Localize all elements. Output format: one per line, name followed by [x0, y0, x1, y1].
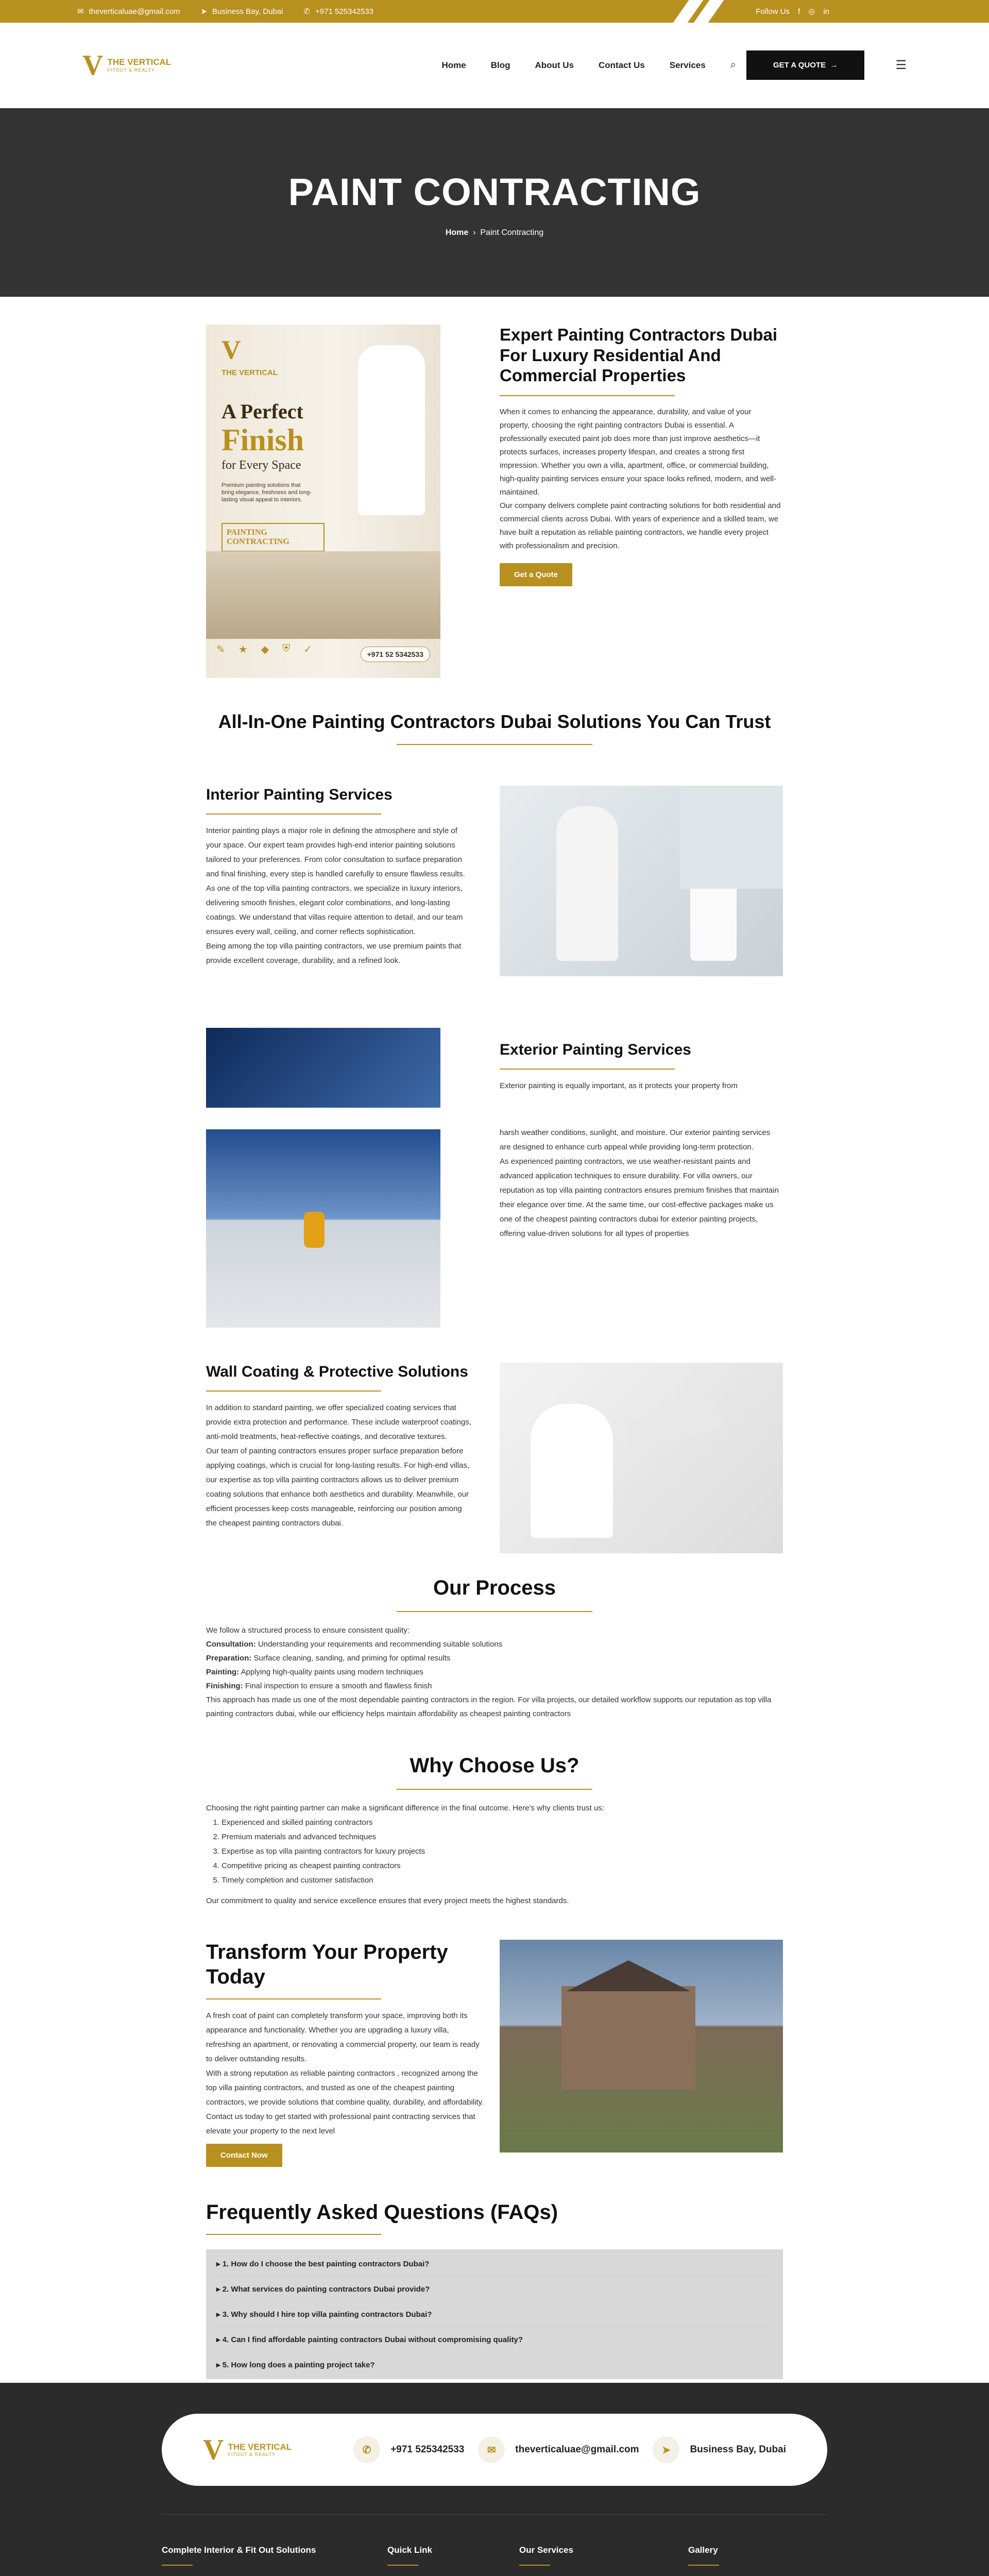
footer-email[interactable]: ✉ theverticaluae@gmail.com: [478, 2436, 639, 2463]
chevron-right-icon: ›: [470, 228, 481, 237]
process-step: Preparation: Surface cleaning, sanding, and priming for optimal results: [206, 1654, 451, 1663]
intro-paragraph-2: Our company delivers complete paint contracting solutions for both residential and commercial clients across Dubai. With years of experience and a skilled team, we have built a reputation as reliable painting contractors, we handle every project with professionalism and precision.: [500, 501, 781, 550]
check-icon: ✓: [303, 644, 312, 655]
footer-about-column: Complete Interior & Fit Out Solutions: [162, 2545, 378, 2576]
faq-accordion: [206, 2249, 783, 2379]
title-underline: [500, 395, 675, 396]
footer-phone[interactable]: ✆ +971 525342533: [353, 2436, 464, 2463]
top-bar: [0, 0, 989, 23]
breadcrumb-current: Paint Contracting: [480, 228, 544, 237]
why-title: Why Choose Us?: [410, 1754, 579, 1777]
page-hero: [0, 108, 989, 297]
footer-services: Our Services: [519, 2545, 621, 2576]
all-in-one-heading: All-In-One Painting Contractors Dubai Solutions You Can Trust: [0, 711, 989, 756]
exterior-painter-image: [206, 1129, 440, 1328]
heading-underline: [397, 1611, 592, 1612]
search-icon[interactable]: ⌕: [730, 59, 736, 71]
follow-us-label: Follow Us: [756, 7, 790, 16]
nav-contact[interactable]: Contact Us: [599, 60, 645, 70]
title-underline: [206, 1391, 381, 1392]
get-a-quote-button[interactable]: GET A QUOTE →: [746, 50, 865, 80]
phone-icon: ✆: [303, 7, 310, 16]
faq-title: Frequently Asked Questions (FAQs): [206, 2201, 558, 2224]
nav-blog[interactable]: Blog: [490, 60, 510, 70]
site-footer: [0, 2383, 989, 2576]
brush-icon: ✎: [216, 644, 225, 655]
intro-title: Expert Painting Contractors Dubai For Luxury Residential And Commercial Properties: [500, 325, 778, 385]
phone-icon: ✆: [353, 2436, 380, 2463]
list-item: 4. Competitive pricing as cheapest painting contractors: [221, 1859, 783, 1873]
interior-title: Interior Painting Services: [206, 786, 393, 803]
coating-title: Wall Coating & Protective Solutions: [206, 1363, 468, 1380]
instagram-icon[interactable]: ◎: [808, 7, 815, 16]
nav-home[interactable]: Home: [441, 60, 466, 70]
faq-item[interactable]: ▸ 5. How long does a painting project take?: [216, 2361, 375, 2369]
intro-paragraph-1: When it comes to enhancing the appearance, durability, and value of your property, choosing the right painting contractors Dubai is essential. A professionally executed paint job does more than just improve aesthetics—it protects surfaces, increases property lifespan, and creates a strong first impression. Whether you own a villa, apartment, office, or commercial building, high-quality painting services ensure your space looks refined, modern, and well-maintained.: [500, 407, 776, 497]
faq-item[interactable]: ▸ 2. What services do painting contractors Dubai provide?: [216, 2277, 773, 2302]
nav-about[interactable]: About Us: [535, 60, 574, 70]
faq-section: [0, 2200, 989, 2379]
linkedin-icon[interactable]: in: [823, 7, 829, 16]
footer-gallery: Gallery: [688, 2545, 787, 2576]
star-icon: ★: [238, 644, 248, 655]
interior-painting-image: [500, 786, 783, 976]
process-title: Our Process: [433, 1577, 556, 1599]
footer-divider: [162, 2514, 827, 2515]
mail-icon: ✉: [478, 2436, 505, 2463]
faq-item[interactable]: ▸ 4. Can I find affordable painting contractors Dubai without compromising quality?: [216, 2327, 773, 2352]
intro-section: [0, 325, 989, 680]
location-icon: ➤: [200, 7, 208, 16]
sky-image: [206, 1028, 440, 1108]
logo-mark-icon: V: [82, 49, 104, 81]
transform-section: Transform Your Property Today A fresh coat of paint can completely transform your space, improving both its appearance and functionality. Whether you are upgrading a luxury villa, refreshing an apartment, or renovating a commercial property, our team is ready to deliver outstanding results. With a strong reputation as reliable painting contractors , recognized among the top villa painting contractors, and trusted as one of the cheapest painting contractors, we provide solutions that combine quality, durability, and affordability. Contact us today to get started with professional paint contracting services that elevate your property to the next level Contact Now: [0, 1940, 989, 2156]
transform-title: Transform Your Property Today: [206, 1941, 448, 1988]
get-quote-button[interactable]: Get a Quote: [500, 563, 572, 586]
painting-poster-image: V THE VERTICAL A Perfect Finish for Every Space Premium painting solutions that bring elegance, freshness and long-lasting visual appeal to interiors. PAINTING CONTRACTING ✎ ★ ◆ ⛨ ✓ +971 52 5342533: [206, 325, 440, 678]
process-section: Our Process We follow a structured process to ensure consistent quality: Consultation: Understanding your requirements and recommending suitable solutions Preparation: Surface cleaning, sanding, and priming for optimal results Painting: Applying high-quality paints using modern techniques Finishing: Final inspection to ensure a smooth and flawless finish This approach has made us one of the most dependable painting contractors in the region. For villa projects, our detailed workflow supports our reputation as top villa painting contractors dubai, while our efficiency helps maintain affordability as cheapest painting contractors: [0, 1577, 989, 1721]
process-step: Consultation: Understanding your requirements and recommending suitable solutions: [206, 1640, 503, 1649]
mail-icon: ✉: [77, 7, 84, 16]
house-exterior-image: [500, 1940, 783, 2153]
menu-icon[interactable]: ☰: [895, 58, 907, 72]
breadcrumb: [0, 228, 989, 238]
why-section: Why Choose Us? Choosing the right painting partner can make a significant difference in the final outcome. Here's why clients trust us: 1. Experienced and skilled painting contractors 2. Premium materials and advanced techniques 3. Expertise as top villa painting contractors for luxury projects 4. Competitive pricing as cheapest painting contractors 5. Timely completion and customer satisfaction Our commitment to quality and service excellence ensures that every project meets the highest standards.: [0, 1754, 989, 1908]
painter-figure: [358, 345, 425, 515]
title-underline: [206, 2234, 381, 2235]
list-item: 1. Experienced and skilled painting contractors: [221, 1816, 783, 1830]
list-item: 2. Premium materials and advanced techniques: [221, 1830, 783, 1844]
footer-logo[interactable]: V THE VERTICAL FITOUT & REALTY: [203, 2434, 292, 2466]
process-step: Painting: Applying high-quality paints using modern techniques: [206, 1668, 423, 1676]
topbar-phone[interactable]: ✆ +971 525342533: [303, 7, 374, 16]
process-step: Finishing: Final inspection to ensure a smooth and flawless finish: [206, 1682, 432, 1690]
footer-location: ➤ Business Bay, Dubai: [653, 2436, 786, 2463]
poster-logo-icon: V: [221, 335, 241, 365]
poster-room-photo: [206, 551, 440, 639]
title-underline: [500, 1069, 675, 1070]
topbar-email[interactable]: ✉ theverticaluae@gmail.com: [77, 7, 180, 16]
heading-underline: [397, 1789, 592, 1790]
wall-coating-image: [500, 1363, 783, 1553]
contact-card: [162, 2414, 827, 2486]
exterior-title: Exterior Painting Services: [500, 1041, 691, 1058]
title-underline: [206, 1998, 381, 1999]
faq-item[interactable]: ▸ 1. How do I choose the best painting contractors Dubai?: [216, 2251, 773, 2277]
main-nav: [441, 59, 736, 71]
list-item: 5. Timely completion and customer satisfaction: [221, 1873, 783, 1888]
list-item: 3. Expertise as top villa painting contractors for luxury projects: [221, 1844, 783, 1859]
poster-feature-icons: [216, 643, 312, 656]
coating-section: Wall Coating & Protective Solutions In addition to standard painting, we offer specialized coating services that provide extra protection and performance. These include waterproof coatings, anti-mold treatments, heat-reflective coatings, and decorative textures. Our team of painting contractors ensures proper surface preparation before applying coatings, which is crucial for long-lasting results. For high-end villas, our expertise as top villa painting contractors allows us to deliver premium coating solutions that enhance both aesthetics and durability. Meanwhile, our efficient processes keep costs manageable, reinforcing our position among the cheapest painting contractors dubai.: [0, 1363, 989, 1553]
interior-section: Interior Painting Services Interior painting plays a major role in defining the atmosphere and style of your space. Our expert team provides high-end interior painting solutions tailored to your preferences. From color consultation to surface preparation and final finishing, every step is handled carefully to ensure flawless results. As one of the top villa painting contractors, we specialize in luxury interiors, delivering smooth finishes, elegant color combinations, and long-lasting coatings. We understand that villas require attention to detail, and our team ensures every wall, ceiling, and corner reflects sophistication. Being among the top villa painting contractors, we use premium paints that provide excellent coverage, durability, and a refined look.: [0, 786, 989, 997]
contact-now-button[interactable]: Contact Now: [206, 2144, 282, 2167]
drop-icon: ◆: [261, 644, 269, 655]
page-title: PAINT CONTRACTING: [288, 171, 701, 213]
exterior-section: Exterior Painting Services Exterior painting is equally important, as it protects your property from harsh weather conditions, sunlight, and moisture. Our exterior painting services are designed to enhance curb appeal while providing long-term protection. As experienced painting contractors, we use weather-resistant paints and advanced application techniques to ensure durability. For villa owners, our reputation as top villa painting contractors ensures premium finishes that maintain their elegance over time. At the same time, our cost-effective packages make us one of the cheapest painting contractors dubai for exterior painting projects, offering value-driven solutions for all types of properties: [0, 1028, 989, 1332]
site-logo[interactable]: V THE VERTICAL FITOUT & REALTY: [82, 49, 172, 81]
logo-mark-icon: V: [203, 2434, 224, 2466]
shield-icon: ⛨: [282, 643, 291, 654]
facebook-icon[interactable]: f: [798, 7, 800, 16]
topbar-location: ➤ Business Bay, Dubai: [200, 7, 283, 16]
faq-item[interactable]: ▸ 3. Why should I hire top villa painting contractors Dubai?: [216, 2302, 773, 2327]
site-header: [0, 23, 989, 108]
heading-underline: [397, 744, 592, 745]
footer-quick-links: Quick Link: [387, 2545, 432, 2576]
location-icon: ➤: [653, 2436, 679, 2463]
why-list: [206, 1816, 783, 1888]
breadcrumb-home[interactable]: Home: [445, 228, 469, 237]
nav-services[interactable]: Services: [669, 60, 706, 70]
title-underline: [206, 814, 381, 815]
